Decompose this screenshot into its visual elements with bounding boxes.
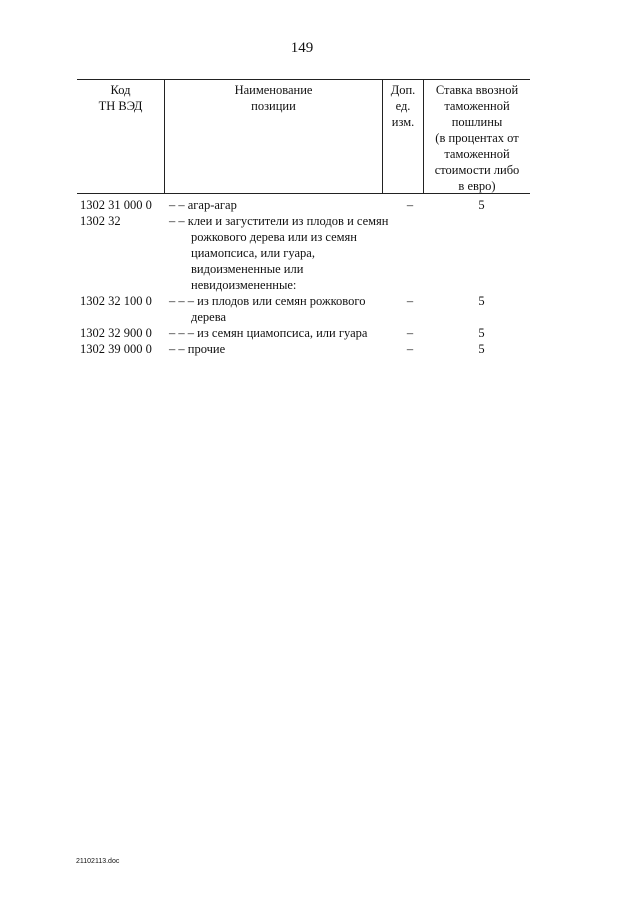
table-row: [77, 213, 530, 293]
row-unit: –: [406, 294, 414, 308]
row-code: 1302 32 100 0: [80, 294, 152, 308]
row-name: – – – из семян циамопсиса, или гуара: [169, 326, 368, 340]
row-rate: 5: [478, 294, 485, 308]
row-unit: –: [406, 342, 414, 356]
row-name: – – прочие: [169, 342, 226, 356]
row-unit: –: [406, 198, 414, 212]
header-unit: Доп. ед. изм.: [390, 83, 416, 129]
row-code: 1302 32: [80, 214, 121, 228]
table-row: [77, 197, 530, 213]
document-filename: 21102113.doc: [76, 858, 120, 865]
tariff-table-header: [77, 79, 530, 195]
table-top-border: [77, 79, 530, 80]
row-rate: 5: [478, 198, 485, 212]
table-row: [77, 293, 530, 325]
tariff-table-body: [77, 197, 530, 357]
row-name: – – клеи и загустители из плодов и семян рожкового дерева или из семян циамопсиса, или гуара, видоизмененные или невидоизмененные:: [169, 214, 389, 292]
row-name: – – – из плодов или семян рожкового дерева: [169, 294, 366, 324]
row-name: – – агар-агар: [169, 198, 237, 212]
row-code: 1302 32 900 0: [80, 326, 152, 340]
row-rate: 5: [478, 342, 485, 356]
row-unit: –: [406, 326, 414, 340]
row-rate: 5: [478, 326, 485, 340]
row-code: 1302 31 000 0: [80, 198, 152, 212]
row-code: 1302 39 000 0: [80, 342, 152, 356]
table-row: [77, 341, 530, 357]
table-row: [77, 325, 530, 341]
header-rate: Ставка ввозной таможенной пошлины (в процентах от таможенной стоимости либо в евро): [434, 83, 520, 193]
header-code: Код ТН ВЭД: [98, 83, 143, 113]
header-name: Наименование позиции: [234, 83, 313, 113]
page-number: 149: [290, 40, 314, 56]
